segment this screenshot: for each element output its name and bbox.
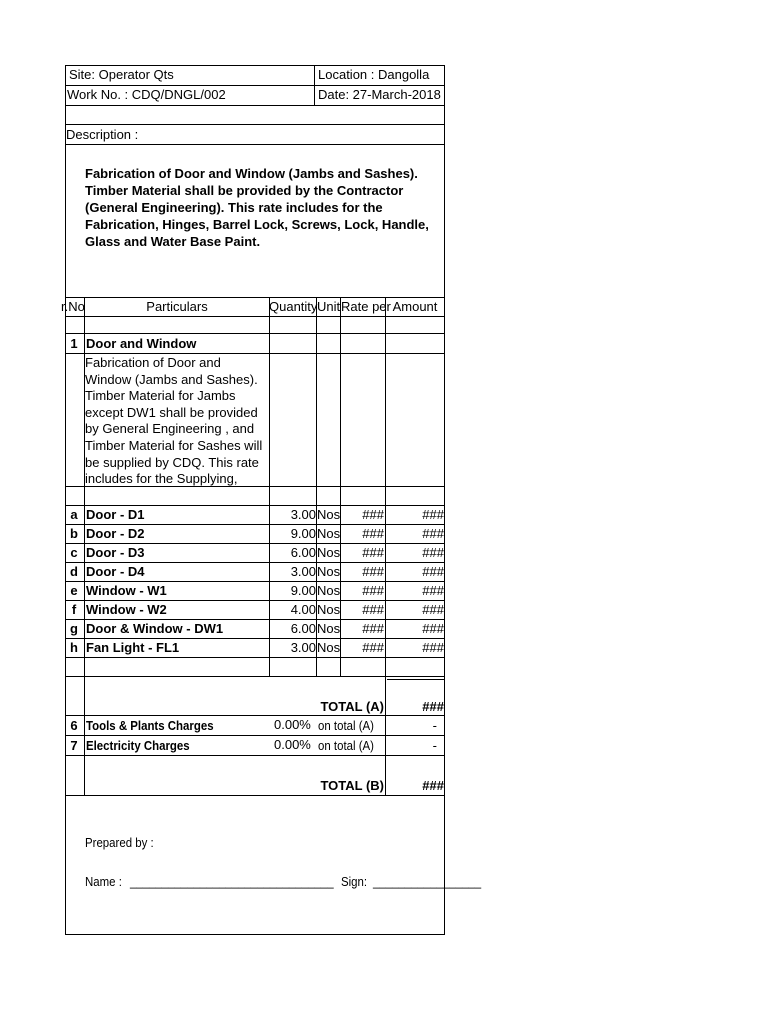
item-unit: Nos — [317, 526, 341, 541]
rule — [65, 581, 445, 582]
item-rate: ### — [362, 507, 384, 522]
column-header-rate: Rate per — [341, 299, 391, 314]
name-signature-line: ________________________________ — [130, 874, 334, 889]
charge-percent: 0.00% — [274, 737, 311, 752]
rule — [65, 600, 445, 601]
rule — [65, 934, 445, 935]
rule — [65, 543, 445, 544]
item-amount: ### — [422, 640, 444, 655]
rule — [314, 65, 315, 105]
sign-signature-line: _________________ — [373, 874, 482, 889]
charge-percent: 0.00% — [274, 717, 311, 732]
item-amount: ### — [422, 507, 444, 522]
item-unit: Nos — [317, 545, 341, 560]
column-header-sr-no: r.No — [61, 299, 85, 314]
rule — [65, 144, 445, 145]
item-quantity: 4.00 — [290, 602, 316, 617]
item-code: a — [70, 507, 78, 522]
rule — [65, 297, 445, 298]
rule — [65, 795, 445, 796]
item-code: e — [70, 583, 78, 598]
item-unit: Nos — [317, 621, 341, 636]
rule — [65, 676, 445, 677]
rule — [65, 715, 445, 716]
item-amount: ### — [422, 621, 444, 636]
item-rate: ### — [362, 526, 384, 541]
item-unit: Nos — [317, 640, 341, 655]
rule — [65, 65, 445, 66]
rule — [340, 297, 341, 677]
rule — [65, 524, 445, 525]
item-amount: ### — [422, 526, 444, 541]
charge-number: 7 — [70, 738, 78, 753]
charge-number: 6 — [70, 718, 78, 733]
item-code: g — [70, 621, 78, 636]
description-text: Fabrication of Door and Window (Jambs and Sashes). Timber Material shall be provided by the Contractor (General Engineering). This rate includes for the Fabrication, Hinges, Barrel Lock, Screws, Lock, Handle, Glass and Water Base Paint. — [85, 166, 429, 249]
item-code: f — [71, 602, 77, 617]
charge-value: - — [432, 718, 437, 733]
sign-label: Sign: — [341, 874, 368, 889]
rule — [387, 679, 445, 680]
item-amount: ### — [422, 564, 444, 579]
column-header-unit: Unit — [317, 299, 341, 314]
work-number: Work No. : CDQ/DNGL/002 — [67, 87, 226, 102]
item-unit: Nos — [317, 602, 341, 617]
column-header-particulars: Particulars — [146, 299, 208, 314]
name-label: Name : — [85, 874, 122, 889]
date-label: Date: 27-March-2018 — [318, 87, 441, 102]
item-name: Door - D4 — [86, 564, 145, 579]
rule — [65, 638, 445, 639]
item-name: Door - D2 — [86, 526, 145, 541]
item-rate: ### — [362, 583, 384, 598]
charge-name: Electricity Charges — [86, 738, 190, 753]
item-quantity: 6.00 — [290, 545, 316, 560]
rule — [269, 297, 270, 677]
location-label: Location : Dangolla — [318, 67, 430, 82]
item-quantity: 6.00 — [290, 621, 316, 636]
item-unit: Nos — [317, 564, 341, 579]
charge-basis: on total (A) — [318, 738, 374, 753]
total-a-value: ### — [422, 699, 444, 714]
estimate-sheet — [61, 65, 482, 935]
item-name: Fan Light - FL1 — [86, 640, 180, 655]
column-header-amount: Amount — [392, 299, 438, 314]
rule — [65, 65, 66, 935]
item-name: Door - D1 — [86, 507, 145, 522]
rule — [65, 105, 445, 106]
item-name: Door - D3 — [86, 545, 145, 560]
item-code: d — [70, 564, 78, 579]
item-code: c — [70, 545, 78, 560]
charge-value: - — [432, 738, 437, 753]
charge-basis: on total (A) — [318, 718, 374, 733]
charge-name: Tools & Plants Charges — [86, 718, 214, 733]
item-rate: ### — [362, 602, 384, 617]
item-code: b — [70, 526, 78, 541]
rule — [65, 505, 445, 506]
item-amount: ### — [422, 602, 444, 617]
rule — [65, 562, 445, 563]
section-detail: Fabrication of Door and Window (Jambs and Sashes). Timber Material for Jambs except DW1 shall be provided by General Engineering , and Timber Material for Sashes will be supplied by CDQ. This rate includes for the Supplying, — [85, 355, 263, 487]
item-name: Door & Window - DW1 — [86, 621, 224, 636]
rule — [65, 619, 445, 620]
item-name: Window - W1 — [86, 583, 167, 598]
prepared-by-label: Prepared by : — [85, 835, 154, 850]
item-rate: ### — [362, 564, 384, 579]
rule — [65, 755, 445, 756]
rule — [65, 735, 445, 736]
rule — [65, 657, 445, 658]
item-amount: ### — [422, 545, 444, 560]
item-quantity: 9.00 — [290, 526, 316, 541]
rule — [316, 297, 317, 677]
description-label: Description : — [66, 127, 139, 142]
item-code: h — [70, 640, 78, 655]
rule — [65, 353, 445, 354]
rule — [65, 124, 445, 125]
item-quantity: 9.00 — [290, 583, 316, 598]
item-rate: ### — [362, 640, 384, 655]
column-header-quantity: Quantity — [269, 299, 318, 314]
item-name: Window - W2 — [86, 602, 167, 617]
rule — [385, 297, 386, 795]
total-b-value: ### — [422, 778, 444, 793]
rule — [65, 316, 445, 317]
rule — [65, 333, 445, 334]
section-number: 1 — [70, 336, 78, 351]
item-unit: Nos — [317, 507, 341, 522]
item-unit: Nos — [317, 583, 341, 598]
item-quantity: 3.00 — [290, 507, 316, 522]
item-rate: ### — [362, 621, 384, 636]
site-label: Site: Operator Qts — [69, 67, 174, 82]
item-quantity: 3.00 — [290, 640, 316, 655]
rule — [444, 65, 445, 935]
total-a-label: TOTAL (A) — [320, 699, 384, 714]
item-amount: ### — [422, 583, 444, 598]
item-rate: ### — [362, 545, 384, 560]
item-quantity: 3.00 — [290, 564, 316, 579]
rule — [65, 85, 445, 86]
section-title: Door and Window — [86, 336, 197, 351]
total-b-label: TOTAL (B) — [320, 778, 384, 793]
